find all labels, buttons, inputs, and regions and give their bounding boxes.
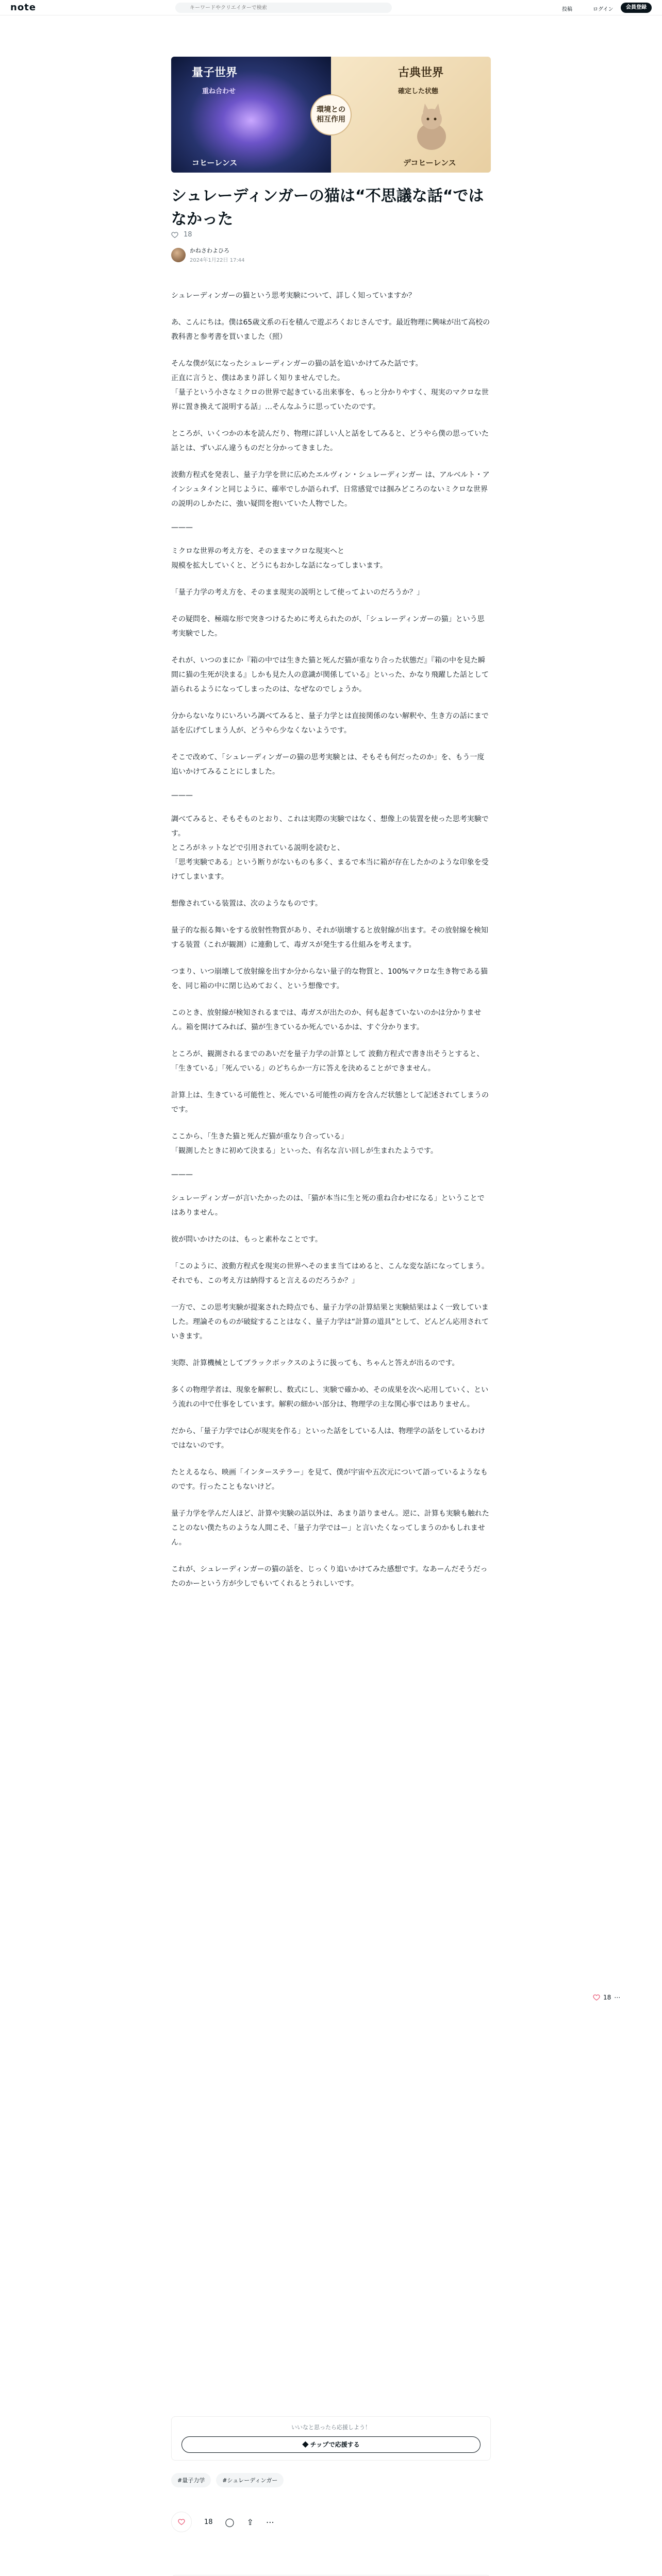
- heart-icon: [593, 1994, 600, 2001]
- site-header: [0, 0, 662, 15]
- hero-right-bottom: デコヒーレンス: [403, 158, 456, 167]
- article-paragraph: そこで改めて、「シュレーディンガーの猫の思考実験とは、そもそも何だったのか」を、もう一度追いかけてみることにしました。: [171, 753, 485, 776]
- search-input[interactable]: [175, 3, 392, 13]
- article-paragraph: そんな僕が気になったシュレーディンガーの猫の話を追いかけてみた話です。 正直に言うと、僕はあまり詳しく知りませんでした。 「量子という小さなミクロの世界で起きている出来事を、もっと分かりやすく、現実のマクロな世界に置き換えて説明する話」…そんなふうに思っていたのです。: [171, 360, 489, 411]
- side-like-count: 18: [603, 1994, 611, 2001]
- tip-button[interactable]: [181, 2436, 481, 2453]
- hero-left-bottom: コヒーレンス: [192, 158, 238, 167]
- section-separator: ———: [171, 523, 193, 532]
- article-paragraph: ミクロな世界の考え方を、そのままマクロな現実へと 規模を拡大していくと、どうにもおかしな話になってしまいます。: [171, 547, 387, 570]
- article-paragraph: 「このように、波動方程式を現実の世界へそのまま当てはめると、こんな変な話になってしまう。それでも、この考え方は納得すると言えるのだろうか？」: [171, 1262, 489, 1285]
- article-paragraph: 彼が問いかけたのは、もっと素朴なことです。: [171, 1235, 322, 1244]
- like-button[interactable]: [171, 2512, 192, 2532]
- article-paragraph: あ、こんにちは。僕は65歳文系の石を積んで遊ぶろくおじさんです。最近物理に興味が出て高校の教科書と参考書を買いました（照）: [171, 318, 490, 341]
- hero-left-title: 量子世界: [192, 66, 238, 79]
- article-paragraph: 多くの物理学者は、現象を解釈し、数式にし、実験で確かめ、その成果を次へ応用していく、という流れの中で仕事をしています。解釈の細かい部分は、物理学の主な関心事ではありません。: [171, 1386, 489, 1409]
- post-date: 2024年1月22日 17:44: [190, 258, 245, 263]
- heart-icon[interactable]: [171, 231, 178, 239]
- article-paragraph: 波動方程式を発表し、量子力学を世に広めたエルヴィン・シュレーディンガー は、アルベルト・アインシュタインと同じように、確率でしか語られず、日常感覚では掴みどころのないミクロな世界の説明のしかたに、強い疑問を抱いていた人物でした。: [171, 471, 490, 508]
- article-paragraph: 分からないなりにいろいろ調べてみると、量子力学とは直接関係のない解釈や、生き方の話にまで話を広げてしまう人が、どうやら少なくないようです。: [171, 712, 489, 735]
- action-like-count: 18: [204, 2518, 213, 2526]
- signup-button[interactable]: 会員登録: [621, 3, 652, 13]
- article-paragraph: 調べてみると、そもそものとおり、これは実際の実験ではなく、想像上の装置を使った思考実験です。 ところがネットなどで引用されている説明を読むと、 「思考実験である」という断りがないものも多く、まるで本当に箱が存在したかのような印象を受けてしまいます。: [171, 815, 489, 881]
- action-bar: [171, 2512, 491, 2532]
- article-paragraph: 一方で、この思考実験が提案された時点でも、量子力学の計算結果と実験結果はよく一致していました。理論そのものが破綻することはなく、量子力学は“計算の道具”として、どんどん応用されていきます。: [171, 1303, 489, 1341]
- article-paragraph: これが、シュレーディンガーの猫の話を、じっくり追いかけてみた感想です。なあーんだそうだったのかーという方が少しでもいてくれるとうれしいです。: [171, 1565, 488, 1588]
- tip-icon: ◆: [302, 2441, 310, 2448]
- support-text: いいなと思ったら応援しよう！: [291, 2424, 371, 2431]
- article-paragraph: たとえるなら、映画「インターステラー」を見て、僕が宇宙や五次元について語っているようなものです。行ったこともないけど。: [171, 1468, 488, 1491]
- section-separator: ———: [171, 1171, 193, 1179]
- author-avatar[interactable]: [171, 248, 186, 262]
- article-paragraph: つまり、いつ崩壊して放射線を出すか分からない量子的な物質と、100%マクロな生き物である猫を、同じ箱の中に閉じ込めておく、という想像です。: [171, 968, 488, 990]
- section-separator: ———: [171, 791, 193, 800]
- article-paragraph: ところが、いくつかの本を読んだり、物理に詳しい人と話をしてみると、どうやら僕の思っていた話とは、ずいぶん違うものだと分かってきました。: [171, 430, 489, 452]
- article-paragraph: シュレーディンガーが言いたかったのは、「猫が本当に生と死の重ね合わせになる」ということではありません。: [171, 1194, 485, 1217]
- author-block[interactable]: [171, 246, 491, 263]
- like-count: 18: [184, 231, 192, 239]
- article-hero-image: [171, 57, 491, 173]
- more-icon[interactable]: ⋯: [266, 2517, 274, 2527]
- article-paragraph: だから、「量子力学では心が現実を作る」といった話をしている人は、物理学の話をしているわけではないのです。: [171, 1427, 485, 1450]
- hero-center-label: 環境との 相互作用: [310, 94, 352, 135]
- tag-quantum[interactable]: #量子力学: [171, 2473, 211, 2487]
- article-body: [171, 289, 491, 1603]
- share-icon[interactable]: ⋯: [614, 1994, 621, 2001]
- tip-button-label: チップで応援する: [310, 2441, 360, 2448]
- article-title: シュレーディンガーの猫は“不思議な話“ではなかった: [171, 187, 484, 228]
- post-button[interactable]: 投稿: [562, 7, 572, 12]
- heart-icon: [178, 2518, 185, 2526]
- hero-right-title: 古典世界: [398, 66, 444, 79]
- share-icon[interactable]: ⇪: [246, 2517, 254, 2527]
- author-name[interactable]: かねさわよひろ: [190, 247, 229, 254]
- note-logo[interactable]: note: [10, 2, 36, 13]
- side-like-button[interactable]: [593, 1994, 620, 2001]
- article-paragraph: それが、いつのまにか『箱の中では生きた猫と死んだ猫が重なり合った状態だ』『箱の中を見た瞬間に猫の生死が決まる』しかも見た人の意識が関係している』といった、かなり飛躍した話として語られるようになってしまったのは、なぜなのでしょうか。: [171, 656, 489, 693]
- article-paragraph: 計算上は、生きている可能性と、死んでいる可能性の両方を含んだ状態として記述されてしまうのです。: [171, 1091, 489, 1114]
- hero-quantum-panel: [171, 57, 331, 173]
- article-paragraph: ここから、「生きた猫と死んだ猫が重なり合っている」 「観測したときに初めて決まる」といった、有名な言い回しが生まれたようです。: [171, 1132, 438, 1155]
- article-paragraph: 「量子力学の考え方を、そのまま現実の説明として使ってよいのだろうか？」: [171, 588, 424, 597]
- hero-right-sub: 確定した状態: [398, 88, 439, 95]
- hero-classical-panel: [331, 57, 491, 173]
- article-paragraph: ところが、観測されるまでのあいだを量子力学の計算として 波動方程式で書き出そうとすると、「生きている」「死んでいる」のどちらか一方に答えを決めることができません。: [171, 1050, 484, 1073]
- comment-icon[interactable]: ◯: [225, 2517, 235, 2527]
- tag-schrodinger[interactable]: #シュレーディンガー: [216, 2473, 284, 2487]
- tag-list: [171, 2473, 491, 2487]
- cat-icon: [408, 100, 455, 152]
- support-box: [171, 2416, 491, 2461]
- title-like-row: [171, 231, 491, 239]
- article-paragraph: 実際、計算機械としてブラックボックスのように扱っても、ちゃんと答えが出るのです。: [171, 1359, 459, 1367]
- article-paragraph: 想像されている装置は、次のようなものです。: [171, 900, 322, 908]
- article-paragraph: このとき、放射線が検知されるまでは、毒ガスが出たのか、何も起きていないのかは分かりません。箱を開けてみれば、猫が生きているか死んでいるかは、すぐ分かります。: [171, 1009, 482, 1031]
- article-paragraph: 量子的な振る舞いをする放射性物質があり、それが崩壊すると放射線が出ます。その放射線を検知する装置（これが観測）に連動して、毒ガスが発生する仕組みを考えます。: [171, 926, 488, 949]
- article-paragraph: シュレーディンガーの猫という思考実験について、詳しく知っていますか？: [171, 292, 416, 300]
- article-paragraph: その疑問を、極端な形で突きつけるために考えられたのが、「シュレーディンガーの猫」という思考実験でした。: [171, 615, 485, 638]
- login-link[interactable]: ログイン: [593, 7, 614, 12]
- hero-left-sub: 重ね合わせ: [202, 88, 236, 95]
- article-paragraph: 量子力学を学んだ人ほど、計算や実験の話以外は、あまり語りません。逆に、計算も実験も触れたことのない僕たちのような人間こそ、「量子力学ではー」と言いたくなってしまうのかもしれません。: [171, 1510, 489, 1547]
